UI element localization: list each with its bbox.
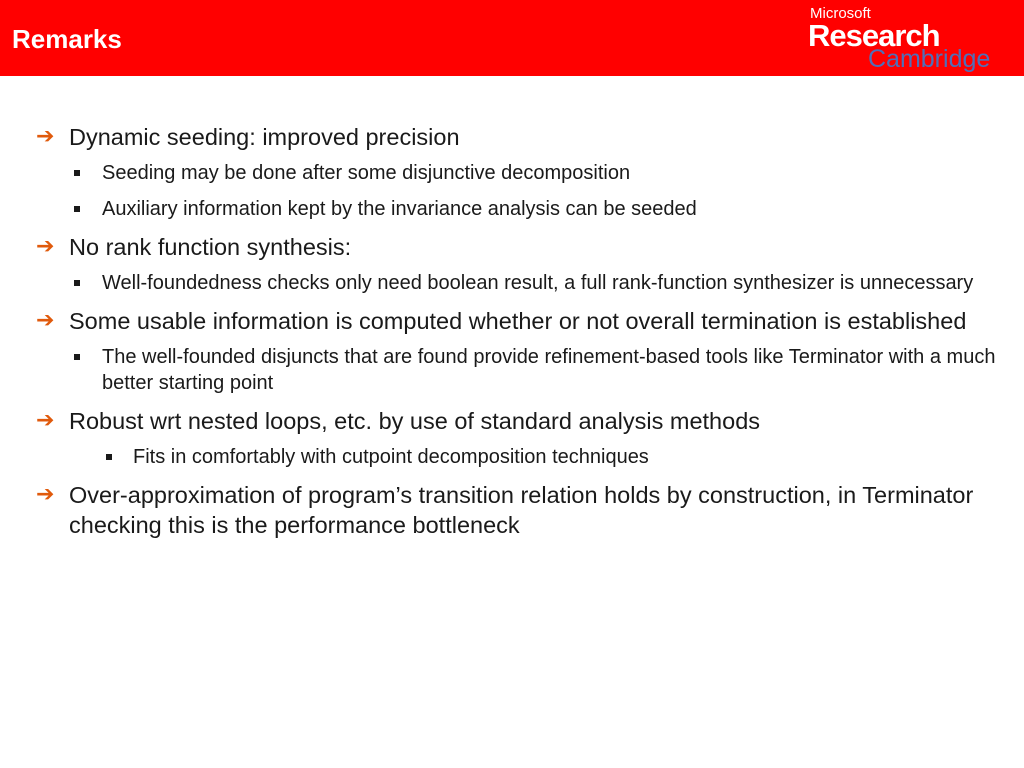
bullet-text: Robust wrt nested loops, etc. by use of standard analysis methods <box>69 408 761 434</box>
sub-bullet-text: Seeding may be done after some disjunctive decomposition <box>102 162 631 184</box>
arrow-bullet-icon: ➔ <box>36 124 55 149</box>
bullet-item <box>36 122 996 152</box>
logo-cambridge-text: Cambridge <box>868 45 991 73</box>
bullet-item <box>36 480 996 540</box>
sub-bullet-text: Fits in comfortably with cutpoint decomposition techniques <box>133 446 649 468</box>
bullet-text: Over-approximation of program’s transition relation holds by construction, in Terminator checking this is the performance bottleneck <box>69 482 974 538</box>
arrow-bullet-icon: ➔ <box>36 308 55 333</box>
bullet-item <box>36 406 996 436</box>
sub-bullet-item <box>36 160 996 186</box>
square-bullet-icon <box>74 280 80 286</box>
sub-bullet-item <box>36 344 996 396</box>
sub-bullet-item <box>36 270 996 296</box>
slide-title: Remarks <box>12 24 122 54</box>
bullet-text: Dynamic seeding: improved precision <box>69 124 460 150</box>
microsoft-research-cambridge-logo <box>810 5 1010 73</box>
bullet-list <box>36 122 996 548</box>
sub-bullet-item <box>36 444 996 470</box>
arrow-bullet-icon: ➔ <box>36 234 55 259</box>
square-bullet-icon <box>74 206 80 212</box>
sub-bullet-text: The well-founded disjuncts that are found provide refinement-based tools like Terminator with a much better starting point <box>102 346 996 394</box>
logo-research-text: Research <box>808 18 940 53</box>
header-bar <box>0 0 1024 76</box>
arrow-bullet-icon: ➔ <box>36 482 55 507</box>
arrow-bullet-icon: ➔ <box>36 408 55 433</box>
bullet-item <box>36 306 996 336</box>
sub-bullet-text: Well-foundedness checks only need boolean result, a full rank-function synthesizer is unnecessary <box>102 272 974 294</box>
square-bullet-icon <box>74 354 80 360</box>
bullet-item <box>36 232 996 262</box>
sub-bullet-text: Auxiliary information kept by the invariance analysis can be seeded <box>102 198 697 220</box>
square-bullet-icon <box>106 454 112 460</box>
sub-bullet-item <box>36 196 996 222</box>
logo-microsoft-text: Microsoft <box>810 5 871 22</box>
bullet-text: No rank function synthesis: <box>69 234 352 260</box>
bullet-text: Some usable information is computed whether or not overall termination is established <box>69 308 967 334</box>
square-bullet-icon <box>74 170 80 176</box>
